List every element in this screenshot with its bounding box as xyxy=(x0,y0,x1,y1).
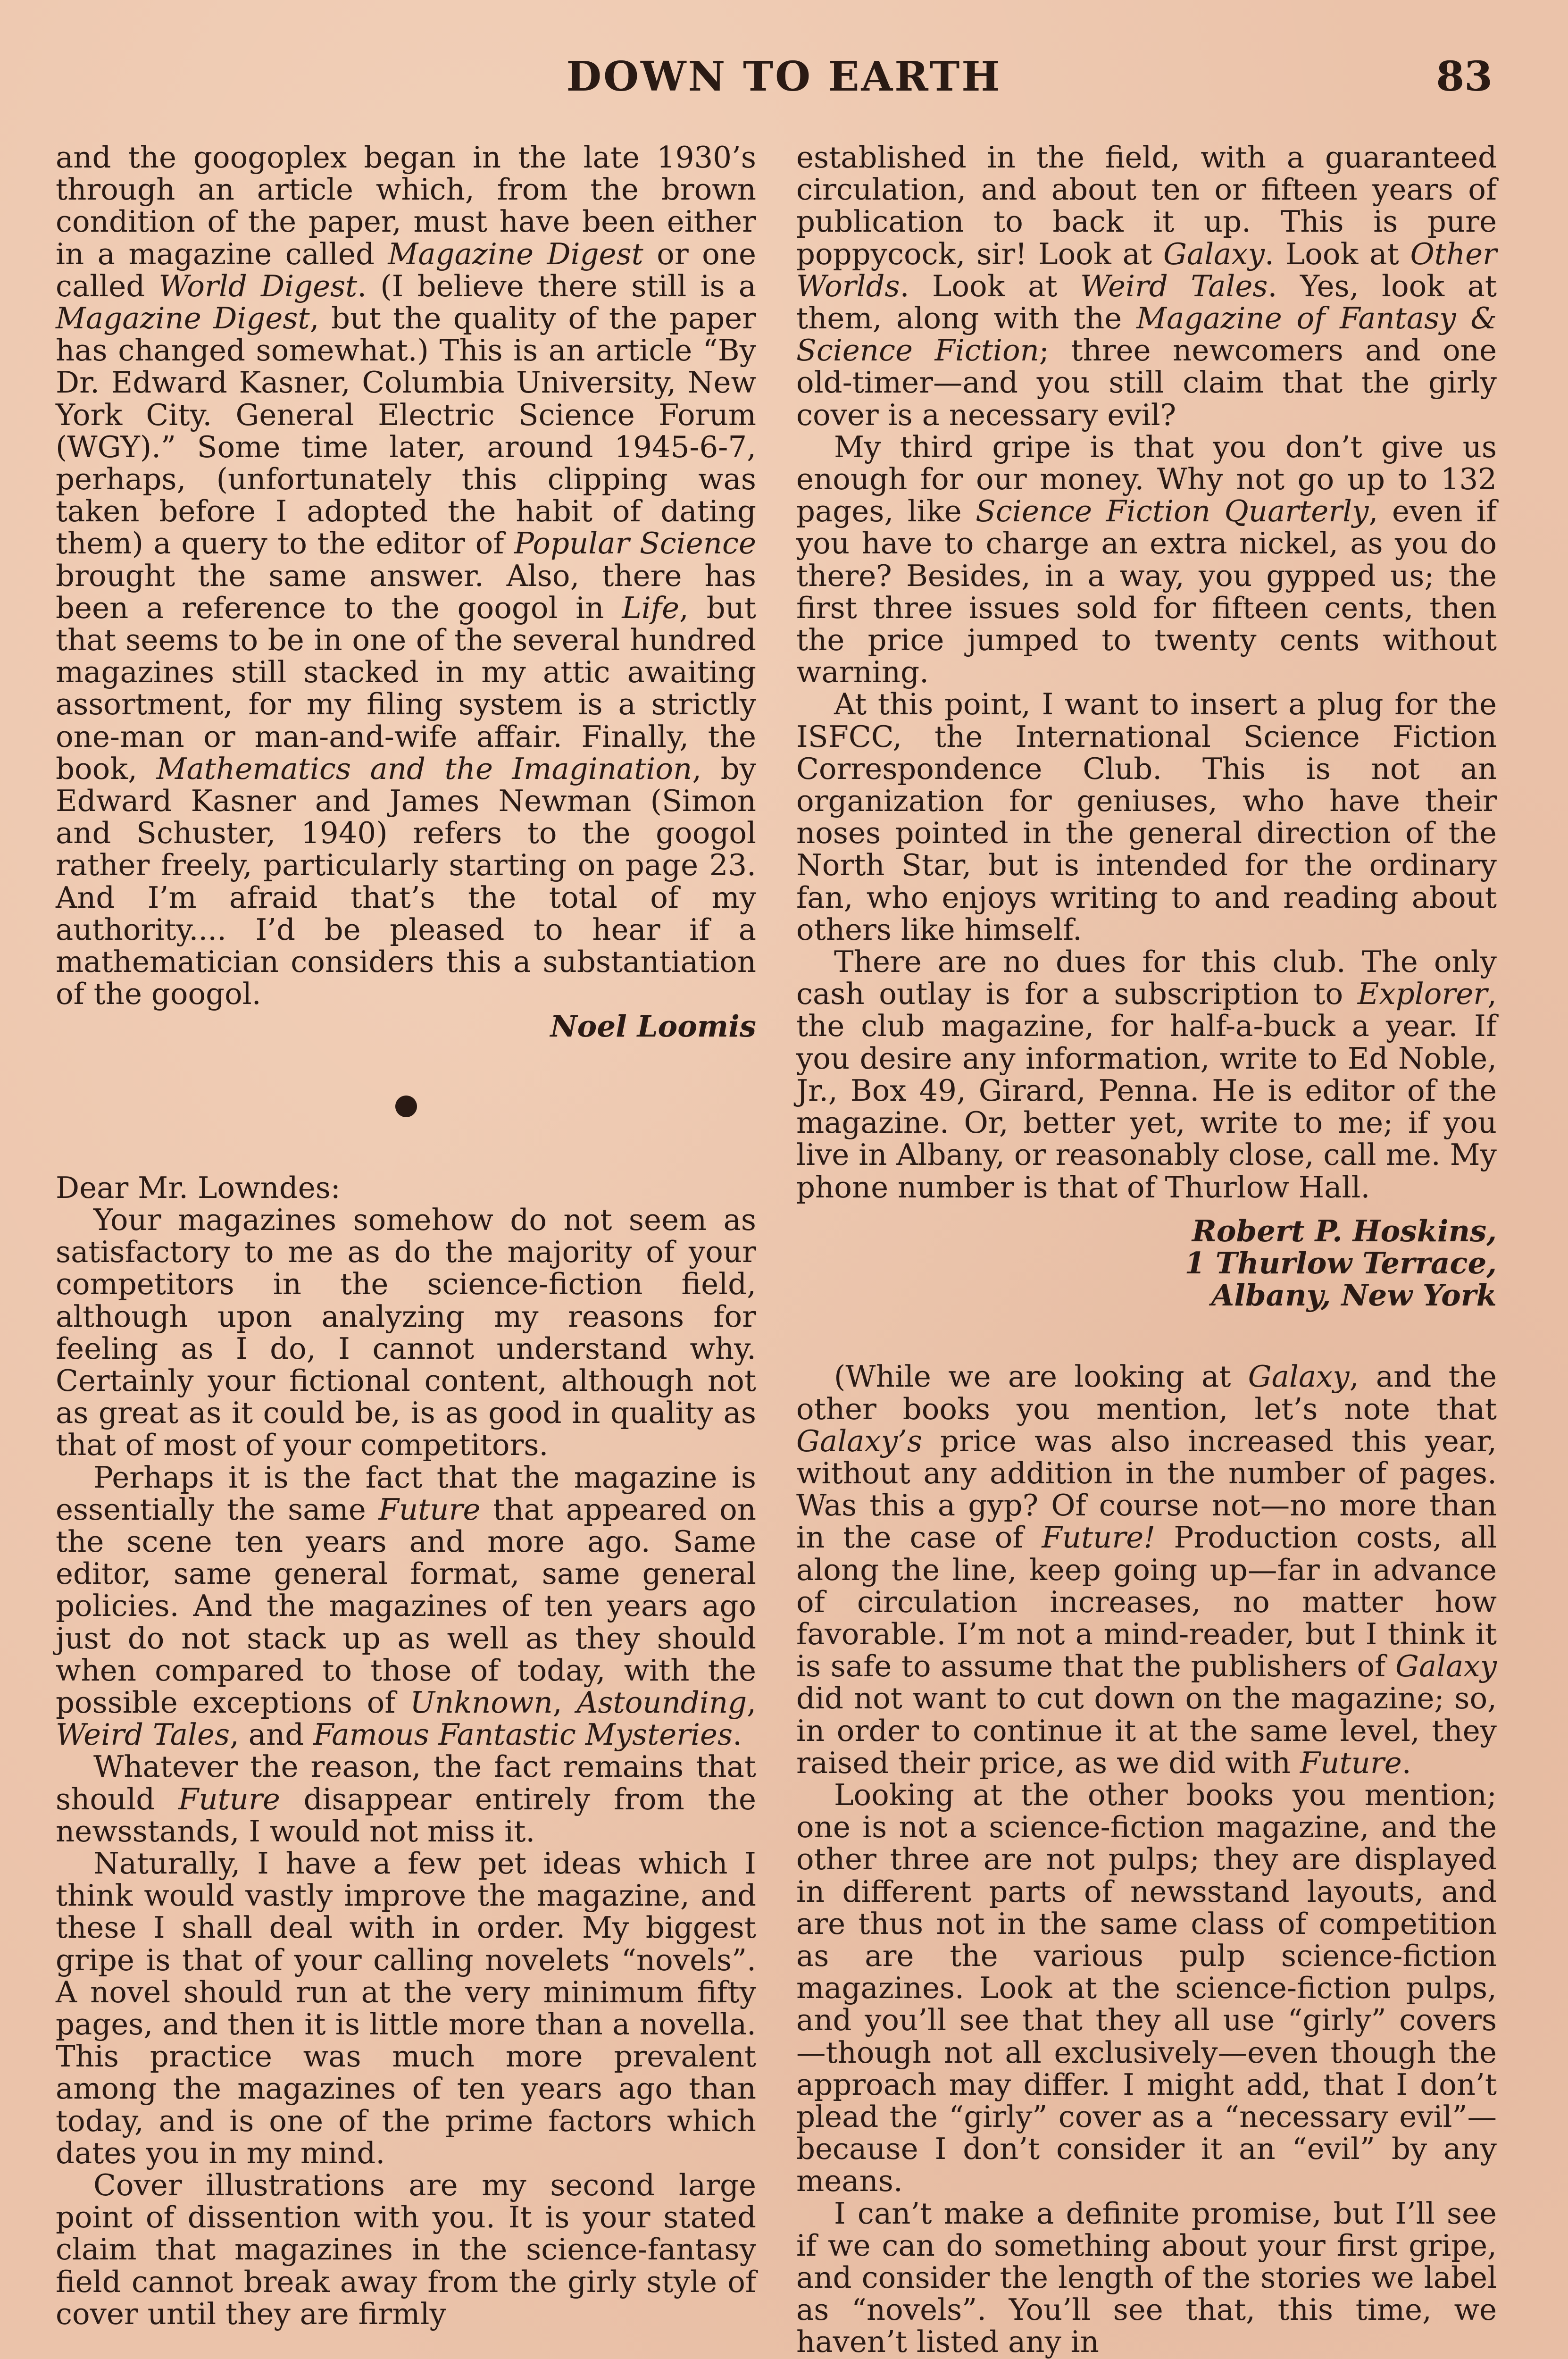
page-header xyxy=(0,53,1568,105)
editor-reply-paragraph: Looking at the other books you mention; one is not a science-fiction magazine, and the other three are not pulps; they are displayed in different parts of newsstand layouts, and are thus not in the same class of competition as are the various pulp science-fiction magazines. Look at the science-fiction pulps, and you’ll see that they all use “girly” covers—though not all exclusively—even though the approach may differ. I might add, that I don’t plead the “girly” cover as a “necessary evil”—because I don’t consider it an “evil” by any means. xyxy=(796,1777,1497,2199)
letter2-paragraph: Cover illustrations are my second large point of dissention with you. It is your stated claim that magazines in the science-fantasy field cannot break away from the girly style of cover until they are firmly xyxy=(56,2167,756,2331)
letter2-paragraph: Perhaps it is the fact that the magazine is essentially the same Future that appeared on the scene ten years and more ago. Same editor, same general format, same general policies. And the magazines of ten years ago just do not stack up as well as they should when compared to those of today, with the possible exceptions of Unknown, Astounding, Weird Tales, and Famous Fantastic Mysteries. xyxy=(56,1460,756,1752)
signature-city: Albany, New York xyxy=(1211,1278,1497,1313)
letter2-paragraph: Whatever the reason, the fact remains that should Future disappear entirely from the newsstands, I would not miss it. xyxy=(56,1749,756,1849)
signature-street: 1 Thurlow Terrace, xyxy=(1184,1245,1497,1280)
signature-name: Robert P. Hoskins, xyxy=(1192,1213,1497,1248)
letter2-paragraph: Your magazines somehow do not seem as satisfactory to me as do the majority of your competitors in the science-fiction field, although upon analyzing my reasons for feeling as I do, I cannot understand why. Certainly your fictional content, although not as great as it could be, is as good in quality as that of most of your competitors. xyxy=(56,1202,756,1463)
running-title: DOWN TO EARTH xyxy=(566,53,1002,100)
letter2-paragraph: established in the field, with a guaranteed circulation, and about ten or fifteen years of publication to back it up. This is pure poppycock, sir! Look at Galaxy. Look at Other Worlds. Look at Weird Tales. Yes, look at them, along with the Magazine of Fantasy & Science Fiction; three newcomers and one old-timer—and you still claim that the girly cover is a necessary evil? xyxy=(796,140,1497,432)
signature-noel-loomis: Noel Loomis xyxy=(550,1009,756,1044)
right-column xyxy=(796,142,1497,2359)
left-column xyxy=(56,142,756,2330)
letter2-paragraph: There are no dues for this club. The only cash outlay is for a subscription to Explorer, the club magazine, for half-a-buck a year. If you desire any information, write to Ed Noble, Jr., Box 49, Girard, Penna. He is editor of the magazine. Or, better yet, write to me; if you live in Albany, or reasonably close, call me. My phone number is that of Thurlow Hall. xyxy=(796,945,1497,1205)
editor-reply-paragraph: I can’t make a definite promise, but I’ll see if we can do something about your first gripe, and consider the length of the stories we label as “novels”. You’ll see that, this time, we haven’t listed any in xyxy=(796,2196,1497,2359)
letter2-paragraph: At this point, I want to insert a plug for the ISFCC, the International Science Fiction Correspondence Club. This is not an organization for geniuses, who have their noses pointed in the general direction of the North Star, but is intended for the ordinary fan, who enjoys writing to and reading about others like himself. xyxy=(796,687,1497,947)
editor-reply-paragraph: (While we are looking at Galaxy, and the other books you mention, let’s note that Galaxy’s price was also increased this year, without any addition in the number of pages. Was this a gyp? Of course not—no more than in the case of Future! Production costs, all along the line, keep going up—far in advance of circulation increases, no matter how favorable. I’m not a mind-reader, but I think it is safe to assume that the publishers of Galaxy did not want to cut down on the magazine; so, in order to continue it at the same level, they raised their price, as we did with Future. xyxy=(796,1359,1497,1780)
letter2-paragraph: My third gripe is that you don’t give us enough for our money. Why not go up to 132 pages, like Science Fiction Quarterly, even if you have to charge an extra nickel, as you do there? Besides, in a way, you gypped us; the first three issues sold for fifteen cents, then the price jumped to twenty cents without warning. xyxy=(796,429,1497,690)
spacer xyxy=(796,1311,1497,1361)
section-divider-dot xyxy=(395,1096,417,1117)
salutation: Dear Mr. Lowndes: xyxy=(56,1170,341,1205)
page-number: 83 xyxy=(1436,53,1493,100)
letter2-paragraph: Naturally, I have a few pet ideas which I think would vastly improve the magazine, and these I shall deal with in order. My biggest gripe is that of your calling novelets “novels”. A novel should run at the very minimum fifty pages, and then it is little more than a novella. This practice was much more prevalent among the magazines of ten years ago than today, and is one of the prime factors which dates you in my mind. xyxy=(56,1846,756,2170)
letter1-paragraph: and the googoplex began in the late 1930’s through an article which, from the brown condition of the paper, must have been either in a magazine called Magazine Digest or one called World Digest. (I believe there still is a Magazine Digest, but the quality of the paper has changed somewhat.) This is an article “By Dr. Edward Kasner, Columbia University, New York City. General Electric Science Forum (WGY).” Some time later, around 1945-6-7, perhaps, (unfortunately this clipping was taken before I adopted the habit of dating them) a query to the editor of Popular Science brought the same answer. Also, there has been a reference to the googol in Life, but that seems to be in one of the several hundred magazines still stacked in my attic awaiting assortment, for my filing system is a strictly one-man or man-and-wife affair. Finally, the book, Mathematics and the Imagination, by Edward Kasner and James Newman (Simon and Schuster, 1940) refers to the googol rather freely, particularly starting on page 23. And I’m afraid that’s the total of my authority.... I’d be pleased to hear if a mathematician considers this a substantiation of the googol. xyxy=(56,140,756,1012)
